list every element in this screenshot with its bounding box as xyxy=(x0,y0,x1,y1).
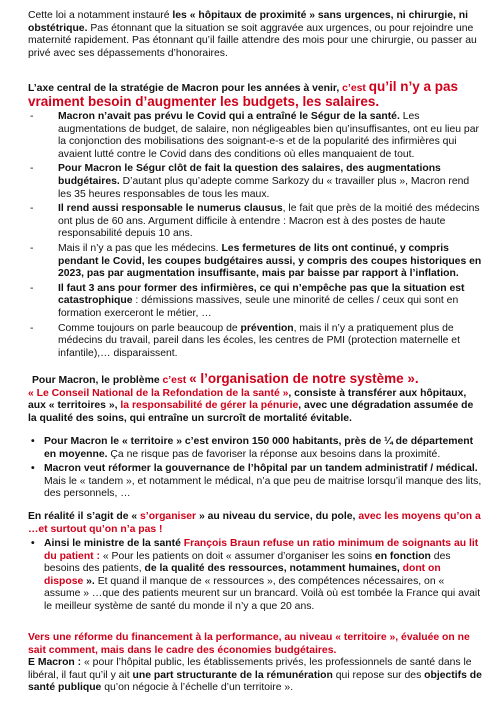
intro-text-2: Pas étonnant que la situation se soit aggravée aux urgences, ou pour rejoindre une maternité rapidement. Pas étonnant qu’il faille attendre des mois pour une chirurgie, ou passer au privé avec ses dépassements d’honoraires. xyxy=(28,22,477,59)
org-red-2: « Le Conseil National de la Refondation de la santé » xyxy=(28,387,289,399)
intro-paragraph xyxy=(28,10,482,60)
dash-item-text: Les augmentations de budget, de salaire, non négligeables bien qu’insuffisantes, ont eu lieu par la conjonction des mobilisations des soignant-e-s et de la popularité des infirmières qui avaient lutté contre le Covid dans des conditions où elles manquaient de tout. xyxy=(58,111,479,160)
braun-red-2: dont on dispose xyxy=(44,563,441,587)
dash-marker: - xyxy=(30,242,34,254)
bullet-marker: • xyxy=(31,538,35,549)
dash-item-text: , mais il n’y a pratiquement plus de médecins du travail, pareil dans les écoles, les centres de PMI (protection maternelle et infantile),… disparaissent. xyxy=(58,322,460,359)
dash-marker: - xyxy=(30,282,34,294)
axis-bold: L’axe central de la stratégie de Macron pour les années à venir, xyxy=(28,83,343,94)
dash-item-bold: Pour Macron le Ségur clôt de fait la question des salaires, des augmentations budgétaires. xyxy=(58,163,441,187)
org-red-3: la responsabilité de gérer la pénurie xyxy=(120,400,299,412)
dash-item xyxy=(28,323,482,361)
finance-paragraph xyxy=(28,632,482,695)
dash-marker: - xyxy=(30,322,34,334)
bullet-item-bold: Macron veut réformer la gouvernance de l’hôpital par un tandem administratif / médical. xyxy=(44,463,478,475)
org-red-big: « l’organisation de notre système ». xyxy=(189,371,419,386)
reality-paragraph xyxy=(28,511,482,536)
org-red-small: c’est xyxy=(162,375,190,386)
axis-red-small: c’est xyxy=(342,83,369,94)
braun-bullet xyxy=(28,538,482,614)
dash-item-bold: Il faut 3 ans pour former des infirmières, ce qui n’empêche pas que la situation est catastrophique xyxy=(58,282,465,307)
dash-item-text: , le fait que près de la moitié des médecins ont plus de 60 ans. Argument difficile à entendre : Macron est à des postes de haute responsabilité depuis 10 ans. xyxy=(58,203,480,240)
dash-list xyxy=(28,111,482,360)
dash-item xyxy=(28,283,482,321)
finance-bold-2: une part structurante de la rémunération xyxy=(132,669,333,681)
dash-item-bold: Les fermetures de lits ont continué, y compris pendant le Covid, les coupes budgétaires aussi, y compris des coupes historiques en 2023, pas par augmentation insuffisante, mais par baisse par rapport à l’inflation. xyxy=(58,242,482,280)
bullet-list-a xyxy=(28,436,482,501)
bullet-item-bold: Pour Macron le « territoire » c’est environ 150 000 habitants, près de ¼ de département en moyenne. xyxy=(44,436,474,460)
bullet-marker: • xyxy=(31,463,35,475)
intro-bold-1: les « hôpitaux de proximité » sans urgences, ni chirurgie, ni obstétrique. xyxy=(28,10,469,34)
bullet-item xyxy=(28,538,482,614)
dash-item xyxy=(28,163,482,201)
bullet-marker: • xyxy=(31,436,35,447)
finance-text-1: « pour l’hôpital public, les établissements privés, les professionnels de santé dans le libéral, il faut qu’il y ait xyxy=(28,657,472,681)
bullet-item xyxy=(28,463,482,501)
dash-marker: - xyxy=(30,111,34,122)
reality-red-1: s’organiser xyxy=(140,511,197,522)
dash-item-pre: Comme toujours on parle beaucoup de xyxy=(58,322,241,334)
bullet-item-text: Ça ne risque pas de favoriser la réponse aux besoins dans la proximité. xyxy=(107,448,441,460)
dash-item-bold: prévention xyxy=(240,322,294,334)
dash-item-text: D’autant plus qu’adepte comme Sarkozy du « travailler plus », Macron rend les 35 heures responsables de tous les maux. xyxy=(58,175,470,200)
organisation-paragraph xyxy=(28,373,482,425)
dash-item-bold: Macron n’avait pas prévu le Covid qui a entraîné le Ségur de la santé. xyxy=(58,111,400,122)
bullet-item xyxy=(28,436,482,461)
dash-item xyxy=(28,111,482,161)
axis-red-big: qu’il n’y a pas vraiment besoin d’augmenter les budgets, les salaires. xyxy=(28,79,459,109)
dash-item-bold: Il rend aussi responsable le numerus clausus xyxy=(58,203,283,215)
finance-text-3: qu’on négocie à l’échelle d’un territoire ». xyxy=(101,682,294,694)
dash-marker: - xyxy=(30,163,34,175)
braun-red-1: François Braun refuse un ratio minimum de soignants au lit du patient : xyxy=(44,538,479,562)
braun-text-3: Et quand il manque de « ressources », des compétences nécessaires, on « assume » …que des patients meurent sur un brancard. Voilà où est tombée la France qui avait le meilleur système de santé du monde il n’y a que 20 ans. xyxy=(44,575,481,612)
braun-text-2: des besoins des patients, xyxy=(44,550,451,575)
axis-heading xyxy=(28,81,482,110)
finance-heading: Vers une réforme du financement à la performance, au niveau « territoire », évaluée on ne sait comment, mais dans le cadre des économies budgétaires. xyxy=(28,632,470,656)
finance-bold-3: objectifs de santé publique xyxy=(28,669,482,694)
bullet-item-text: Mais le « tandem », et notamment le médical, n’a que peu de maitrise lorsqu’il manque des lits, des personnels, … xyxy=(44,475,482,500)
reality-red-2: avec les moyens qu’on a …et surtout qu’on n’a pas ! xyxy=(28,511,481,535)
org-bold-2: , consiste à transférer aux hôpitaux, aux « territoires », xyxy=(28,387,467,412)
braun-bold-4: ». xyxy=(83,575,95,587)
intro-text-1: Cette loi a notamment instauré xyxy=(28,10,173,21)
dash-item-pre: Mais il n’y a pas que les médecins. xyxy=(58,242,222,254)
braun-bold-3: de la qualité des ressources, notamment humaines, xyxy=(144,563,403,575)
braun-bold-2: en fonction xyxy=(374,550,431,562)
braun-text-1: « Pour les patients on doit « assumer d’organiser les soins xyxy=(100,550,375,562)
reality-bold-1: En réalité il s’agit de « xyxy=(28,511,141,522)
finance-text-2: qui repose sur des xyxy=(332,669,425,681)
dash-item xyxy=(28,243,482,281)
org-bold-3: , avec une dégradation assumée de la qualité des soins, qui entraîne un surcroît de mortalité évitable. xyxy=(28,400,474,424)
dash-item xyxy=(28,203,482,241)
org-bold-1: Pour Macron, le problème xyxy=(32,375,163,386)
dash-marker: - xyxy=(30,203,34,215)
braun-bold-1: Ainsi le ministre de la santé xyxy=(44,538,184,549)
reality-bold-2: » au niveau du service, du pole, xyxy=(196,511,359,522)
dash-item-text: : démissions massives, seule une minorité de celles / ceux qui sont en formation exerceront le métier, … xyxy=(58,295,459,319)
finance-bold-1: E Macron : xyxy=(28,657,85,669)
